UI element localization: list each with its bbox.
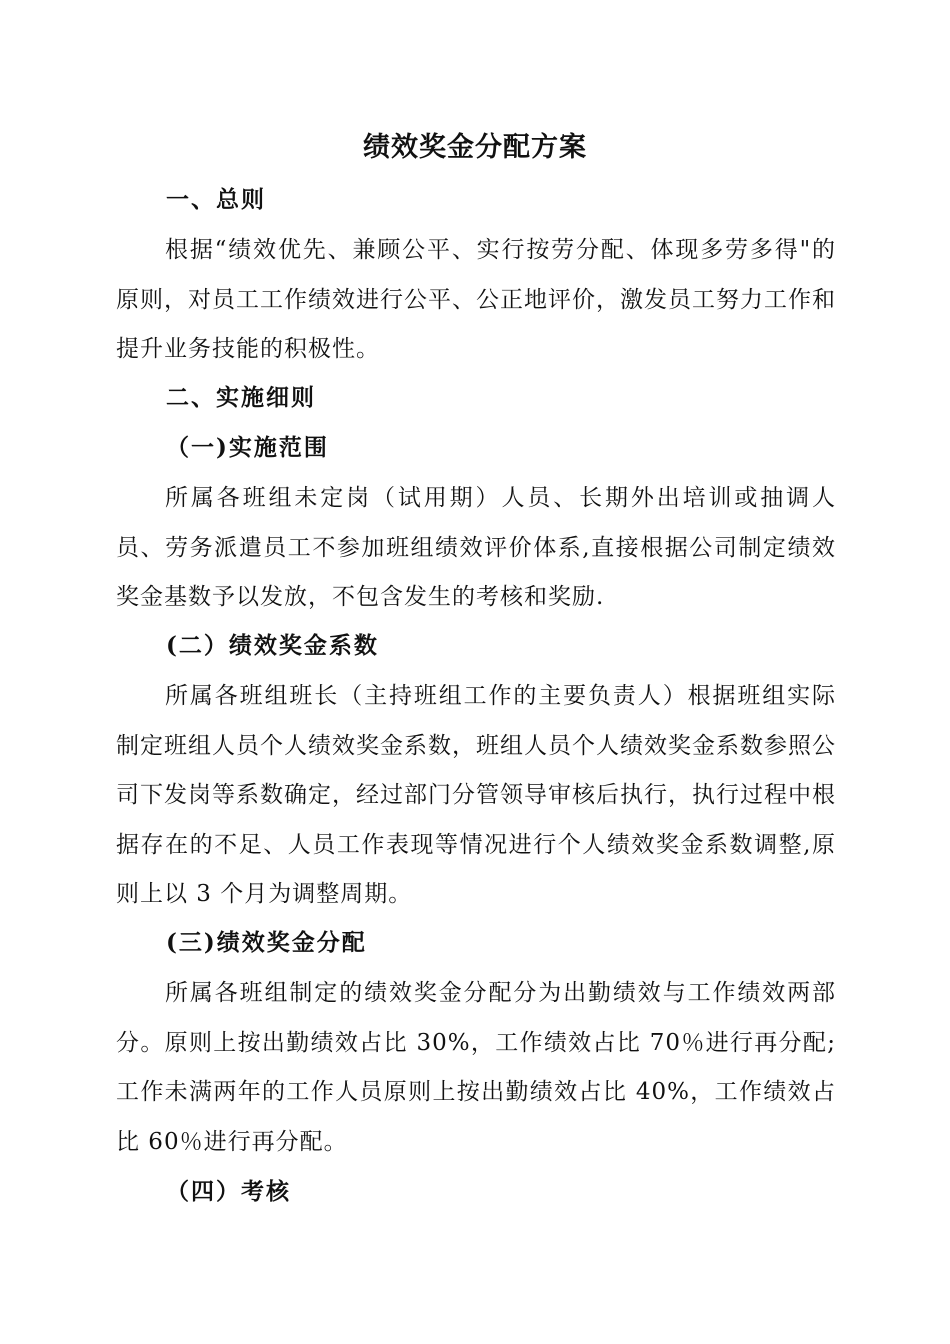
section-heading-implementation: 二、实施细则 [166, 384, 316, 411]
paragraph-scope: 所属各班组未定岗（试用期）人员、长期外出培训或抽调人员、劳务派遣员工不参加班组绩效评价体系,直接根据公司制定绩效奖金基数予以发放，不包含发生的考核和奖励. [116, 485, 836, 610]
subsection-heading-coefficient: (二）绩效奖金系数 [166, 632, 379, 659]
subsection-heading-distribution: (三)绩效奖金分配 [166, 929, 367, 956]
paragraph-general: 根据“绩效优先、兼顾公平、实行按劳分配、体现多劳多得"的原则，对员工工作绩效进行公平、公正地评价，激发员工努力工作和提升业务技能的积极性。 [116, 237, 836, 362]
subsection-heading-scope: （一)实施范围 [166, 434, 329, 461]
paragraph-coefficient: 所属各班组班长（主持班组工作的主要负责人）根据班组实际制定班组人员个人绩效奖金系数，班组人员个人绩效奖金系数参照公司下发岗等系数确定，经过部门分管领导审核后执行，执行过程中根据存在的不足、人员工作表现等情况进行个人绩效奖金系数调整,原则上以 3 个月为调整周期。 [116, 683, 836, 907]
paragraph-distribution: 所属各班组制定的绩效奖金分配分为出勤绩效与工作绩效两部分。原则上按出勤绩效占比 30%，工作绩效占比 70％进行再分配;工作未满两年的工作人员原则上按出勤绩效占比 40%，工作绩效占比 60％进行再分配。 [116, 980, 836, 1155]
subsection-heading-assessment: （四）考核 [166, 1178, 291, 1205]
section-heading-general: 一、总则 [166, 186, 266, 213]
document-title: 绩效奖金分配方案 [363, 132, 587, 163]
